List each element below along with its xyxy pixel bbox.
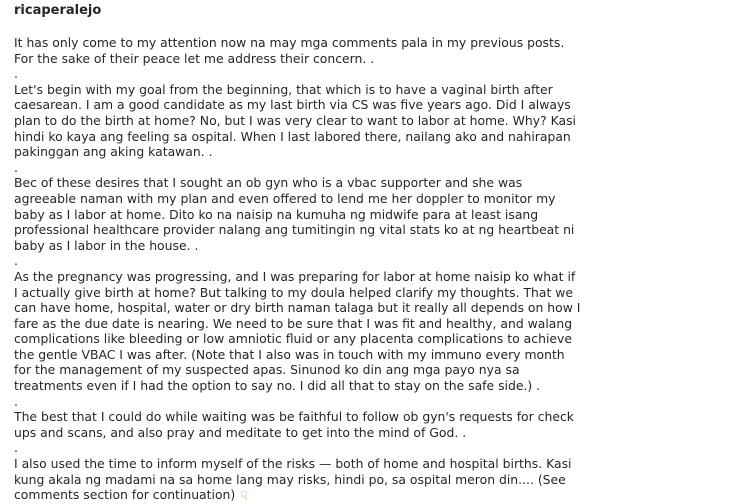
caption-paragraph-text: I also used the time to inform myself of the risks — both of home and hospital births. Kasi kung akala ng madami na sa home lang may risks, hindi po, sa ospital meron din.... (See comments section for continuation) — [14, 456, 572, 503]
caption-paragraph: The best that I could do while waiting was be faithful to follow ob gyn's requests for check ups and scans, and also pray and meditate to get into the mind of God. . — [14, 409, 574, 440]
caption-paragraph: Bec of these desires that I sought an ob gyn who is a vbac supporter and she was agreeable naman with my plan and even offered to lend me her doppler to monitor my baby as I labor at home. Dito ko na naisip na kumuha ng midwife para at least isang professional healthcare provider nalang ang tumitingin ng vital stats ko at ng heartbeat ni baby as I labor in the house. . — [14, 175, 575, 253]
paragraph-separator: . — [14, 253, 18, 269]
caption-paragraph: Let's begin with my goal from the beginning, that which is to have a vaginal birth after caesarean. I am a good candidate as my last birth via CS was five years ago. Did I always plan to do the birth at home? No, but I was very clear to want to labor at home. Why? Kasi hindi ko kaya ang feeling sa ospital. When I last labored there, nailang ako and nahirapan pakinggan ang aking katawan. . — [14, 81, 576, 160]
instagram-post-caption — [14, 2, 744, 504]
caption-text — [14, 35, 744, 504]
caption-paragraph: It has only come to my attention now na may mga comments pala in my previous posts. For the sake of their peace let me address their concern. . — [14, 35, 565, 66]
paragraph-separator: . — [14, 393, 18, 409]
caption-paragraph: As the pregnancy was progressing, and I was preparing for labor at home naisip ko what if I actually give birth at home? But talking to my doula helped clarify my thoughts. That we can have home, hospital, water or dry birth naman talaga but it really all depends on how I fare as the due date is nearing. We need to be sure that I was fit and healthy, and walang complications like bleeding or low amniotic fluid or any placenta complications to achieve the gentle VBAC I was after. (Note that I also was in touch with my immuno every month for the management of my suspected apas. Sinunod ko din ang mga payo nya sa treatments even if I had the option to say no. I did all that to stay on the safe side.) . — [14, 268, 581, 394]
caption-paragraph-last — [14, 456, 744, 504]
pointing-down-hand-icon: ☞ — [237, 490, 252, 502]
username[interactable]: ricaperalejo — [14, 3, 102, 18]
paragraph-separator: . — [14, 440, 18, 456]
paragraph-separator: . — [14, 66, 18, 82]
paragraph-separator: . — [14, 159, 18, 175]
